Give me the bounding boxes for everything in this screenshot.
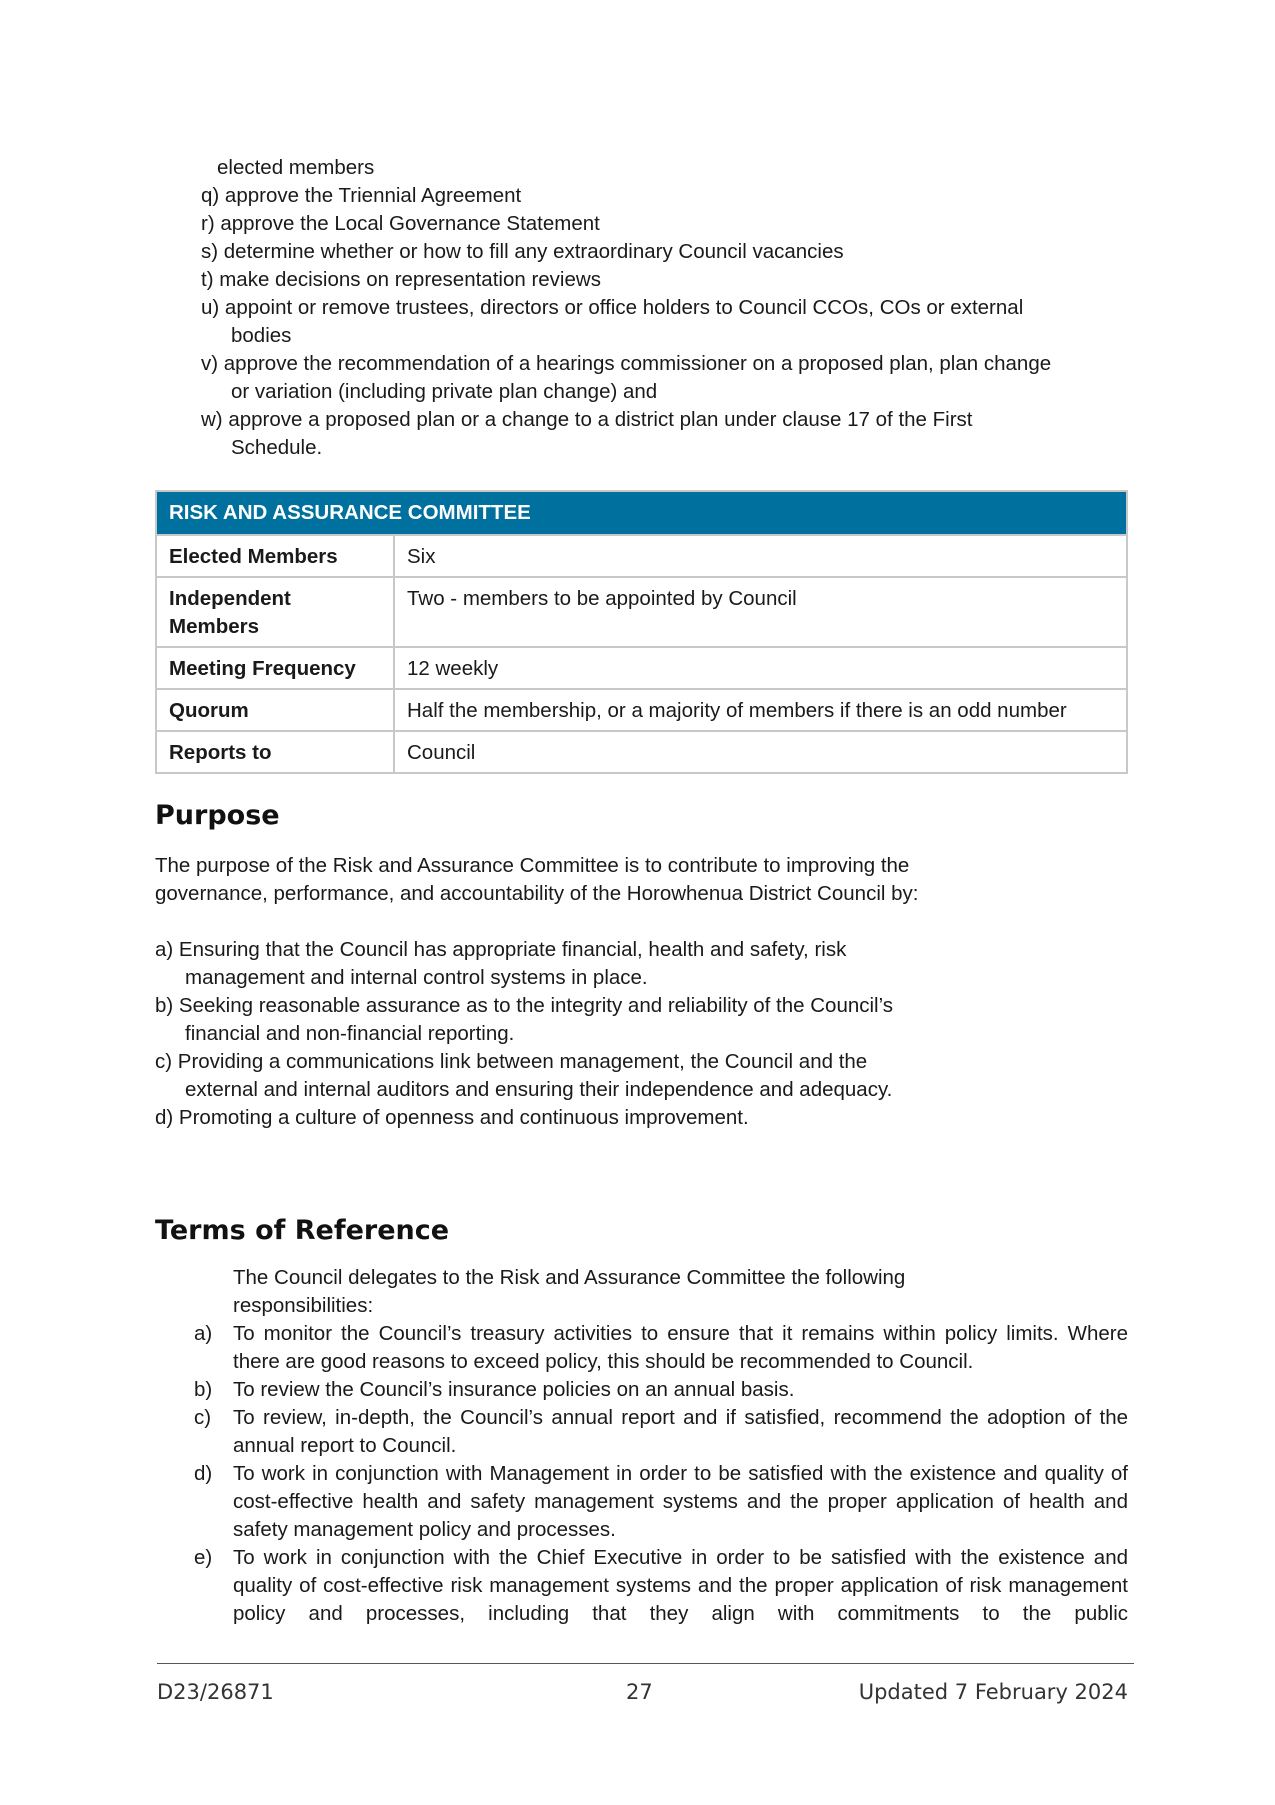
terms-item-marker: c) (194, 1406, 212, 1429)
terms-item-marker: e) (194, 1546, 213, 1569)
continuation-list-line: or variation (including private plan change) and (231, 380, 658, 403)
continuation-list-line: elected members (217, 156, 375, 179)
purpose-intro (155, 852, 918, 908)
committee-row-value: 12 weekly (394, 647, 1127, 689)
continuation-list-line: t) make decisions on representation reviews (201, 268, 601, 291)
continuation-list-line: q) approve the Triennial Agreement (201, 184, 522, 207)
terms-intro-line: responsibilities: (233, 1294, 374, 1317)
continuation-list (201, 154, 1051, 462)
committee-row-label: Meeting Frequency (156, 647, 394, 689)
terms-list (194, 1320, 1128, 1628)
committee-row-label: Quorum (156, 689, 394, 731)
footer-divider (157, 1663, 1134, 1664)
continuation-list-line: bodies (231, 324, 292, 347)
purpose-list-line: management and internal control systems in place. (185, 966, 648, 989)
committee-row-value: Half the membership, or a majority of members if there is an odd number (394, 689, 1127, 731)
purpose-list (155, 936, 893, 1132)
terms-item-text: To monitor the Council’s treasury activities to ensure that it remains within policy limits. Where there are good reasons to exceed policy, this should be recommended to Council. (233, 1322, 1128, 1373)
terms-list-item (194, 1460, 1128, 1544)
committee-table-row (156, 577, 1127, 647)
committee-row-value: Council (394, 731, 1127, 773)
terms-of-reference-heading: Terms of Reference (155, 1215, 450, 1246)
committee-table-row (156, 535, 1127, 577)
terms-list-item (194, 1320, 1128, 1376)
purpose-list-line: b) Seeking reasonable assurance as to the integrity and reliability of the Council’s (155, 994, 894, 1017)
terms-item-text: To work in conjunction with the Chief Executive in order to be satisfied with the existence and quality of cost-effective risk management systems and the proper application of risk management policy and processes, including that they align with commitments to the public (233, 1546, 1128, 1625)
terms-item-marker: a) (194, 1322, 213, 1345)
purpose-list-line: financial and non-financial reporting. (185, 1022, 515, 1045)
terms-item-text: To review, in-depth, the Council’s annual report and if satisfied, recommend the adoption of the annual report to Council. (233, 1406, 1128, 1457)
terms-item-text: To review the Council’s insurance policies on an annual basis. (233, 1378, 795, 1401)
purpose-heading: Purpose (155, 800, 280, 831)
terms-intro-line: The Council delegates to the Risk and Assurance Committee the following (233, 1266, 906, 1289)
purpose-list-line: external and internal auditors and ensuring their independence and adequacy. (185, 1078, 893, 1101)
footer-doc-ref: D23/26871 (157, 1680, 274, 1704)
purpose-list-line: d) Promoting a culture of openness and continuous improvement. (155, 1106, 749, 1129)
committee-row-value: Six (394, 535, 1127, 577)
purpose-list-line: a) Ensuring that the Council has appropriate financial, health and safety, risk (155, 938, 847, 961)
purpose-intro-line: The purpose of the Risk and Assurance Committee is to contribute to improving the (155, 854, 910, 877)
terms-intro (233, 1264, 905, 1320)
committee-row-label: Independent Members (156, 577, 394, 647)
committee-table-row (156, 689, 1127, 731)
terms-item-marker: b) (194, 1378, 213, 1401)
continuation-list-line: Schedule. (231, 436, 323, 459)
continuation-list-line: w) approve a proposed plan or a change to a district plan under clause 17 of the First (201, 408, 973, 431)
committee-table-row (156, 731, 1127, 773)
committee-table-title: RISK AND ASSURANCE COMMITTEE (156, 491, 1127, 535)
footer-updated: Updated 7 February 2024 (858, 1680, 1128, 1704)
purpose-intro-line: governance, performance, and accountability of the Horowhenua District Council by: (155, 882, 919, 905)
footer-page-number: 27 (626, 1680, 653, 1704)
terms-item-text: To work in conjunction with Management in order to be satisfied with the existence and quality of cost-effective health and safety management systems and the proper application of health and safety management policy and processes. (233, 1462, 1128, 1541)
committee-row-label: Elected Members (156, 535, 394, 577)
committee-row-label: Reports to (156, 731, 394, 773)
continuation-list-line: s) determine whether or how to fill any extraordinary Council vacancies (201, 240, 844, 263)
continuation-list-line: r) approve the Local Governance Statement (201, 212, 600, 235)
continuation-list-line: v) approve the recommendation of a hearings commissioner on a proposed plan, plan change (201, 352, 1052, 375)
terms-item-marker: d) (194, 1462, 213, 1485)
purpose-list-line: c) Providing a communications link between management, the Council and the (155, 1050, 868, 1073)
committee-table (155, 490, 1128, 774)
committee-row-value: Two - members to be appointed by Council (394, 577, 1127, 647)
terms-list-item (194, 1376, 1128, 1404)
committee-table-row (156, 647, 1127, 689)
terms-list-item (194, 1544, 1128, 1628)
terms-list-item (194, 1404, 1128, 1460)
continuation-list-line: u) appoint or remove trustees, directors or office holders to Council CCOs, COs or external (201, 296, 1024, 319)
